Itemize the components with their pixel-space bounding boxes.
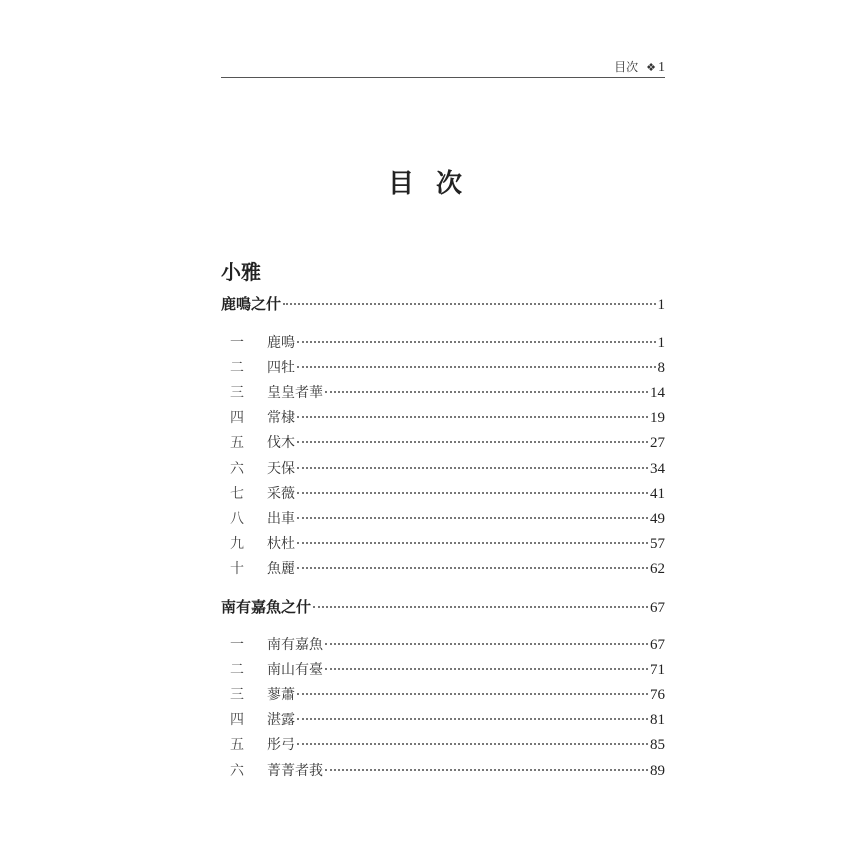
section-title: 南有嘉魚之什 (221, 598, 312, 616)
toc-section-entry[interactable] (221, 293, 665, 315)
entry-page: 14 (650, 385, 665, 402)
entry-number: 一 (230, 637, 244, 653)
toc-entry[interactable] (230, 407, 665, 429)
entry-title: 南山有臺 (267, 662, 323, 679)
toc-entry[interactable] (230, 659, 665, 681)
entry-title: 伐木 (267, 435, 295, 452)
entry-page: 71 (650, 662, 665, 679)
entry-number: 八 (230, 510, 244, 527)
dot-leader (283, 303, 655, 305)
entry-page: 41 (650, 485, 665, 502)
dot-leader (297, 366, 656, 368)
dot-leader (297, 416, 648, 418)
section-page: 1 (657, 297, 665, 313)
entry-title: 蓼蕭 (267, 687, 295, 704)
dot-leader (297, 743, 648, 745)
section-page: 67 (650, 600, 665, 616)
dot-leader (325, 391, 648, 393)
dot-leader (297, 718, 648, 720)
toc-entry[interactable] (230, 533, 665, 555)
toc-entry[interactable] (230, 483, 665, 505)
entry-title: 魚麗 (267, 560, 295, 577)
entry-number: 二 (230, 360, 244, 377)
entry-page: 76 (650, 687, 665, 704)
entry-page: 34 (650, 460, 665, 477)
toc-entry[interactable] (230, 634, 665, 656)
entry-title: 四牡 (267, 360, 295, 377)
toc-entry[interactable] (230, 382, 665, 404)
entry-title: 鹿鳴 (267, 335, 295, 351)
entry-title: 南有嘉魚 (267, 637, 323, 653)
entry-title: 常棣 (267, 410, 295, 427)
dot-leader (297, 492, 648, 494)
entry-number: 三 (230, 385, 244, 402)
dot-leader (297, 542, 648, 544)
entry-page: 85 (650, 737, 665, 754)
page-number: 1 (658, 60, 665, 75)
diamond-ornament-icon: ❖ (646, 61, 656, 74)
entry-title: 皇皇者華 (267, 385, 323, 402)
toc-entry[interactable] (230, 332, 665, 354)
page-title: 目次 (387, 169, 484, 199)
entry-page: 27 (650, 435, 665, 452)
entry-number: 六 (230, 460, 244, 477)
dot-leader (325, 769, 648, 771)
entry-number: 九 (230, 535, 244, 552)
entry-page: 19 (650, 410, 665, 427)
dot-leader (297, 467, 648, 469)
toc-entry[interactable] (230, 760, 665, 782)
section-title: 鹿鳴之什 (221, 295, 282, 313)
dot-leader (297, 567, 648, 569)
toc-entry[interactable] (230, 684, 665, 706)
entry-page: 49 (650, 510, 665, 527)
entry-title: 采薇 (267, 485, 295, 502)
entry-page: 62 (650, 560, 665, 577)
entry-title: 菁菁者莪 (267, 762, 323, 779)
toc-entry[interactable] (230, 458, 665, 480)
entry-number: 六 (230, 762, 244, 779)
entry-title: 彤弓 (267, 737, 295, 754)
entry-page: 8 (657, 360, 665, 377)
entry-number: 三 (230, 687, 244, 704)
toc-entry[interactable] (230, 508, 665, 530)
entry-number: 一 (230, 335, 244, 351)
entry-number: 四 (230, 712, 244, 729)
entry-number: 二 (230, 662, 244, 679)
toc-entry[interactable] (230, 357, 665, 379)
entry-title: 杕杜 (267, 535, 295, 552)
toc-entry[interactable] (230, 432, 665, 454)
dot-leader (297, 441, 648, 443)
entry-page: 1 (657, 335, 665, 351)
entry-page: 81 (650, 712, 665, 729)
entry-number: 四 (230, 410, 244, 427)
entry-number: 五 (230, 737, 244, 754)
dot-leader (325, 643, 648, 645)
running-header-title: 目次 (614, 60, 639, 74)
running-header (221, 58, 665, 78)
toc-entry[interactable] (230, 734, 665, 756)
entry-number: 七 (230, 485, 244, 502)
toc-section-entry[interactable] (221, 596, 665, 618)
part-heading: 小雅 (221, 260, 261, 284)
entry-number: 五 (230, 435, 244, 452)
dot-leader (297, 517, 648, 519)
entry-title: 出車 (267, 510, 295, 527)
entry-page: 89 (650, 762, 665, 779)
entry-title: 湛露 (267, 712, 295, 729)
entry-title: 天保 (267, 460, 295, 477)
toc-entry[interactable] (230, 709, 665, 731)
entry-page: 67 (650, 637, 665, 653)
dot-leader (313, 606, 648, 608)
toc-entry[interactable] (230, 558, 665, 580)
entry-page: 57 (650, 535, 665, 552)
dot-leader (297, 341, 656, 343)
dot-leader (297, 693, 648, 695)
entry-number: 十 (230, 560, 244, 577)
dot-leader (325, 668, 648, 670)
